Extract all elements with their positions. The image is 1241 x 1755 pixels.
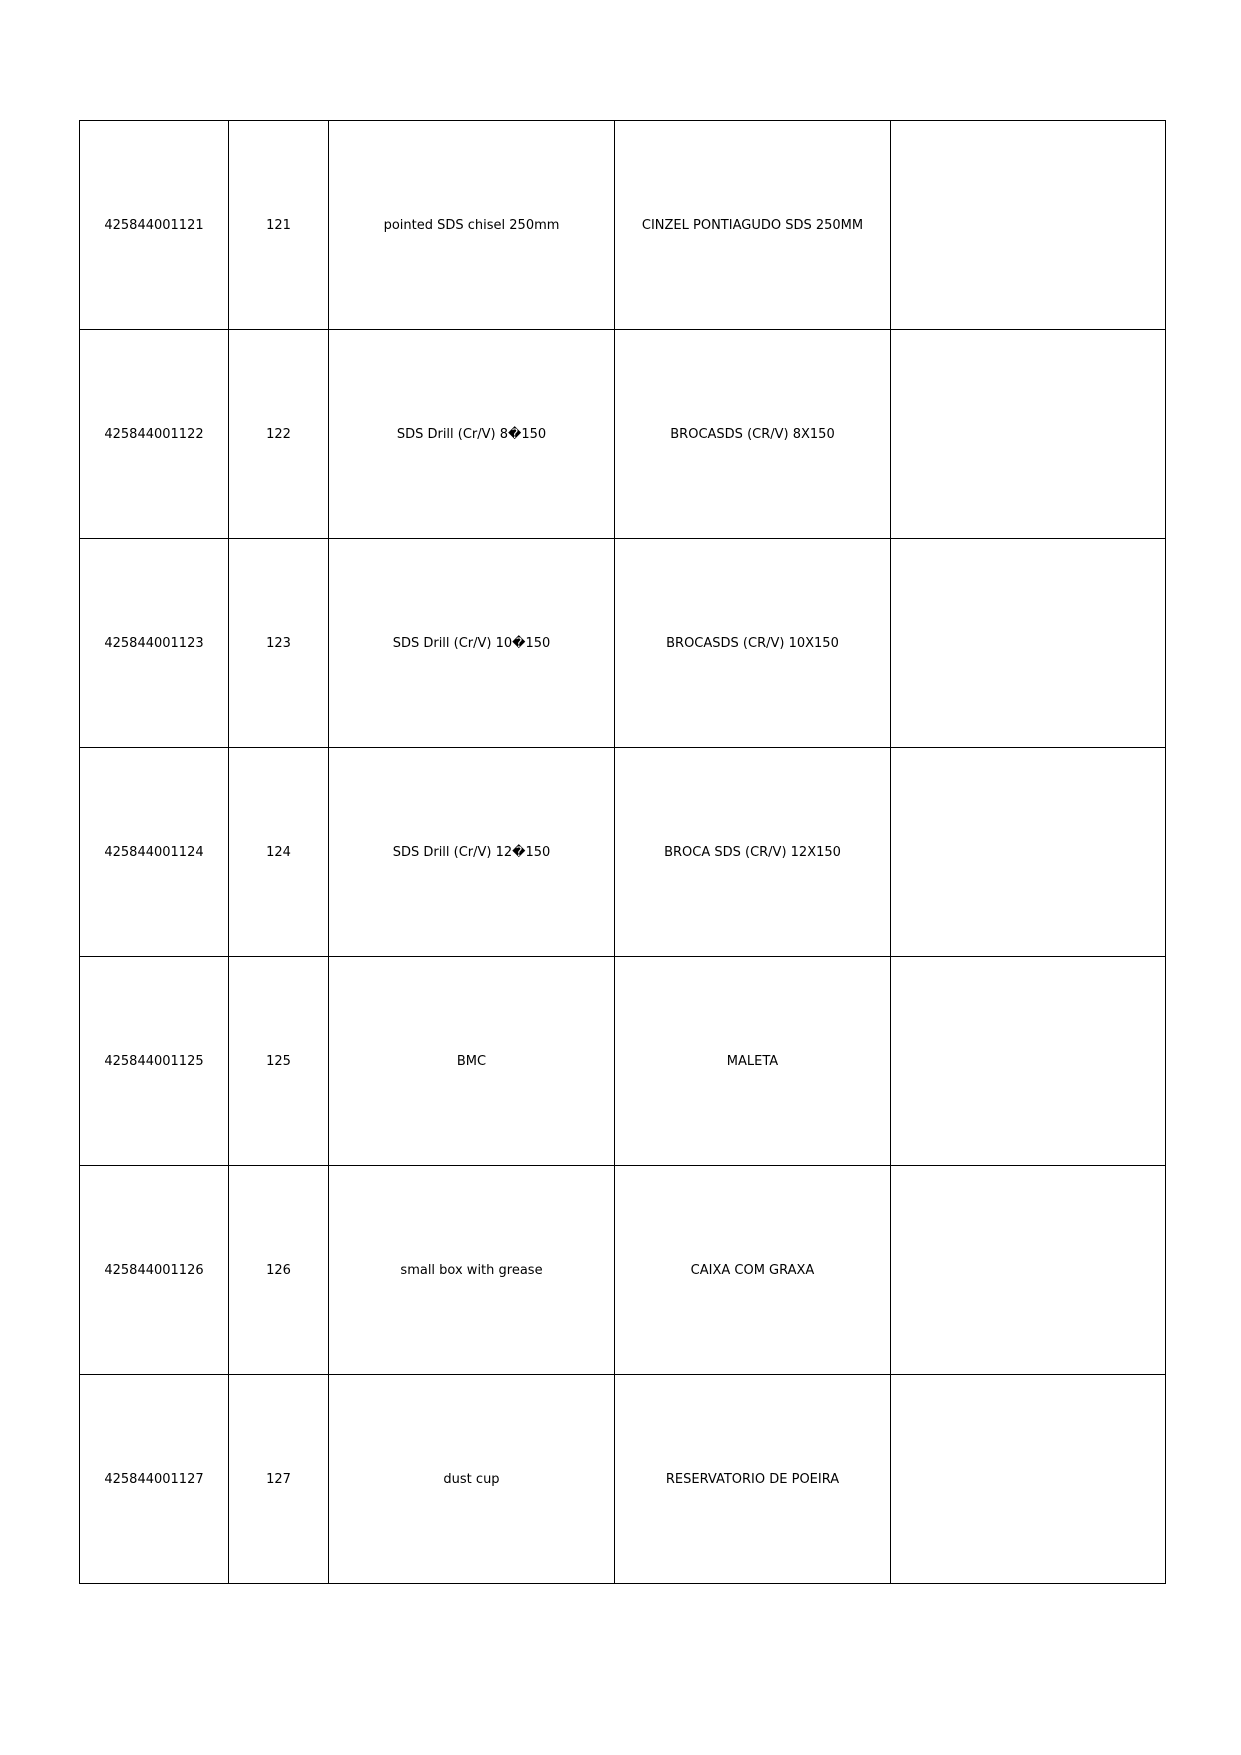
- item-number-cell: 126: [229, 1166, 329, 1375]
- table-row: [80, 1166, 1166, 1375]
- description-en-cell: SDS Drill (Cr/V) 10�150: [329, 539, 615, 748]
- description-en-cell: SDS Drill (Cr/V) 8�150: [329, 330, 615, 539]
- part-code-cell: 425844001123: [80, 539, 229, 748]
- description-pt-cell: BROCA SDS (CR/V) 12X150: [615, 748, 891, 957]
- part-code-cell: 425844001124: [80, 748, 229, 957]
- item-number-cell: 121: [229, 121, 329, 330]
- description-en-cell: pointed SDS chisel 250mm: [329, 121, 615, 330]
- parts-table: [79, 120, 1166, 1584]
- note-cell: [891, 539, 1166, 748]
- table-row: [80, 957, 1166, 1166]
- note-cell: [891, 748, 1166, 957]
- item-number-cell: 124: [229, 748, 329, 957]
- note-cell: [891, 1375, 1166, 1584]
- note-cell: [891, 121, 1166, 330]
- item-number-cell: 123: [229, 539, 329, 748]
- part-code-cell: 425844001127: [80, 1375, 229, 1584]
- table-row: [80, 748, 1166, 957]
- description-en-cell: BMC: [329, 957, 615, 1166]
- description-en-cell: small box with grease: [329, 1166, 615, 1375]
- part-code-cell: 425844001126: [80, 1166, 229, 1375]
- part-code-cell: 425844001122: [80, 330, 229, 539]
- description-pt-cell: BROCASDS (CR/V) 10X150: [615, 539, 891, 748]
- table-row: [80, 1375, 1166, 1584]
- part-code-cell: 425844001121: [80, 121, 229, 330]
- description-en-cell: dust cup: [329, 1375, 615, 1584]
- item-number-cell: 122: [229, 330, 329, 539]
- description-pt-cell: CINZEL PONTIAGUDO SDS 250MM: [615, 121, 891, 330]
- item-number-cell: 125: [229, 957, 329, 1166]
- description-en-cell: SDS Drill (Cr/V) 12�150: [329, 748, 615, 957]
- note-cell: [891, 330, 1166, 539]
- note-cell: [891, 1166, 1166, 1375]
- table-row: [80, 539, 1166, 748]
- description-pt-cell: RESERVATORIO DE POEIRA: [615, 1375, 891, 1584]
- description-pt-cell: BROCASDS (CR/V) 8X150: [615, 330, 891, 539]
- note-cell: [891, 957, 1166, 1166]
- item-number-cell: 127: [229, 1375, 329, 1584]
- table-row: [80, 330, 1166, 539]
- part-code-cell: 425844001125: [80, 957, 229, 1166]
- description-pt-cell: MALETA: [615, 957, 891, 1166]
- description-pt-cell: CAIXA COM GRAXA: [615, 1166, 891, 1375]
- table-row: [80, 121, 1166, 330]
